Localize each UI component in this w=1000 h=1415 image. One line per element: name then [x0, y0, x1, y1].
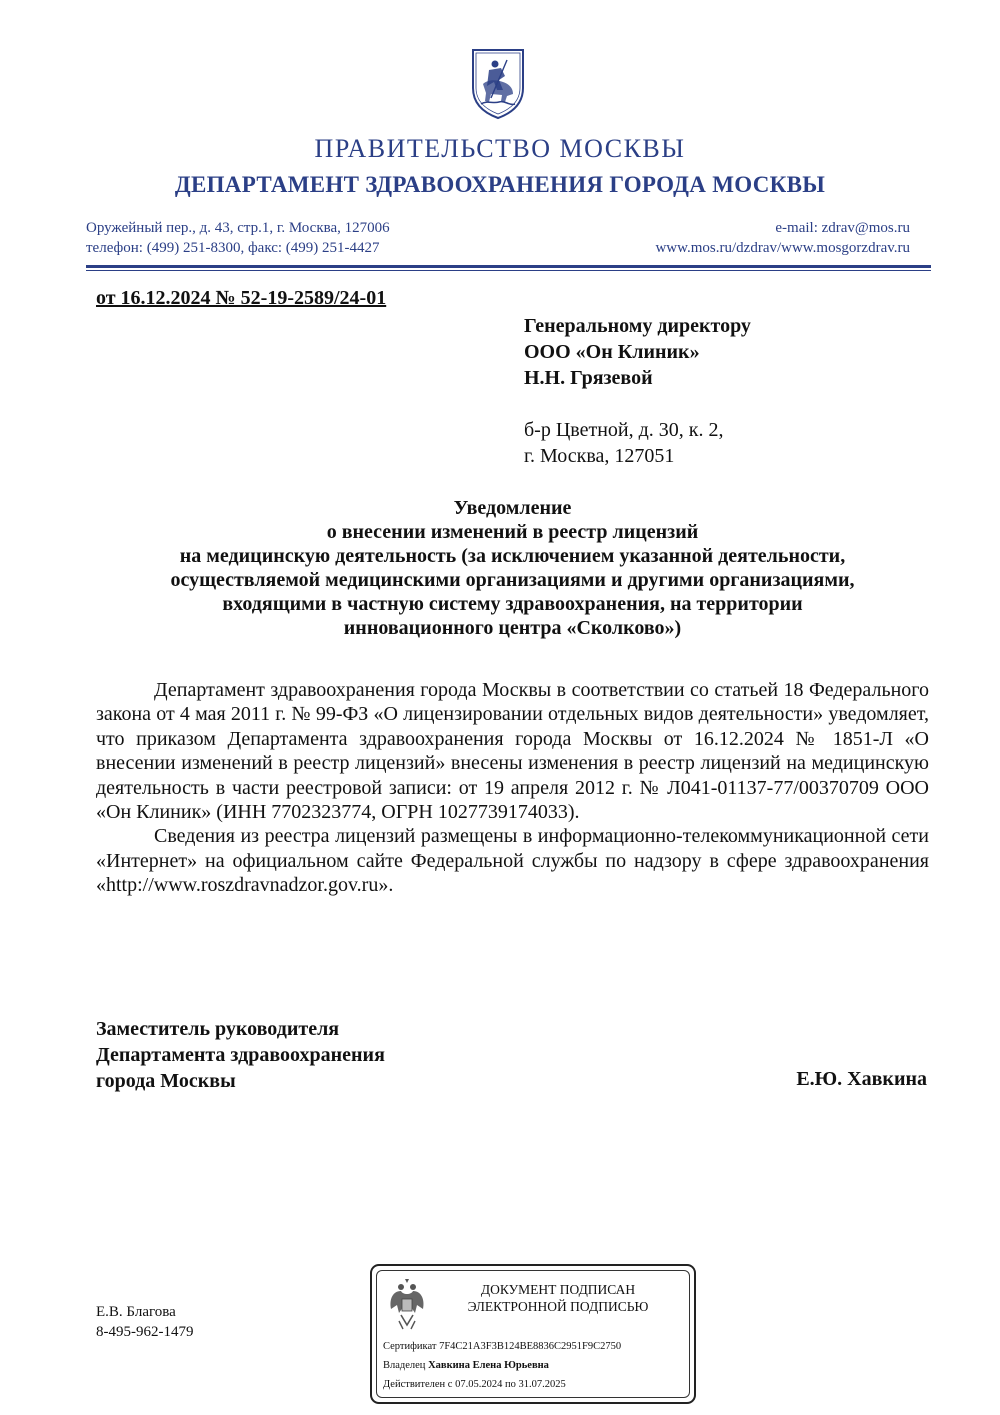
executor-phone: 8-495-962-1479 — [96, 1324, 194, 1340]
addressee-block — [524, 313, 751, 391]
signer-position-line: города Москвы — [96, 1070, 236, 1092]
notice-title: Уведомление — [453, 497, 572, 519]
department-title: ДЕПАРТАМЕНТ ЗДРАВООХРАНЕНИЯ ГОРОДА МОСКВЫ — [174, 172, 826, 197]
notice-heading — [96, 496, 929, 640]
signer-position-line: Заместитель руководителя — [96, 1018, 340, 1040]
double-headed-eagle-icon — [387, 1277, 427, 1333]
owner-value: Хавкина Елена Юрьевна — [428, 1360, 549, 1371]
signer-position — [96, 1016, 385, 1094]
header-divider-thin — [86, 270, 931, 271]
department-website: www.mos.ru/dzdrav/www.mosgorzdrav.ru — [655, 240, 910, 256]
executor-block — [96, 1302, 194, 1342]
stamp-title-line: ЭЛЕКТРОННОЙ ПОДПИСЬЮ — [467, 1299, 649, 1314]
addressee-street: б-р Цветной, д. 30, к. 2, — [524, 419, 724, 441]
executor-name: Е.В. Благова — [96, 1304, 176, 1320]
electronic-signature-stamp — [370, 1264, 696, 1404]
stamp-title — [433, 1281, 683, 1315]
department-address: Оружейный пер., д. 43, стр.1, г. Москва, 127006 — [86, 220, 390, 236]
department-email: e-mail: zdrav@mos.ru — [775, 220, 910, 236]
validity-line: Действителен с 07.05.2024 по 31.07.2025 — [383, 1379, 566, 1390]
notice-subtitle-line: входящими в частную систему здравоохранения, на территории — [222, 593, 803, 615]
stamp-inner-frame — [376, 1270, 690, 1398]
government-title: ПРАВИТЕЛЬСТВО МОСКВЫ — [314, 134, 686, 163]
notice-subtitle-line: о внесении изменений в реестр лицензий — [326, 521, 699, 543]
addressee-address — [524, 417, 724, 469]
addressee-name: Н.Н. Грязевой — [524, 367, 653, 389]
department-contacts — [86, 218, 390, 258]
document-reference: от 16.12.2024 № 52-19-2589/24-01 — [96, 287, 387, 309]
certificate-line — [383, 1341, 621, 1352]
addressee-company: ООО «Он Клиник» — [524, 341, 700, 363]
body-paragraph-1: Департамент здравоохранения города Москвы в соответствии со статьей 18 Федерального закона от 4 мая 2011 г. № 99-ФЗ «О лицензировании отдельных видов деятельности» уведомляет, что приказом Департамента здравоохранения города Москвы от 16.12.2024 № 1851-Л «О внесении изменений в реестр лицензий» внесены изменения в реестр лицензий на медицинскую деятельность в части реестровой записи: от 19 апреля 2012 г. № Л041-01137-77/00370709 ООО «Он Клиник» (ИНН 7702323774, ОГРН 1027739174033). — [96, 679, 929, 824]
notice-subtitle-line: инновационного центра «Сколково») — [343, 617, 682, 639]
letter-body — [96, 678, 929, 898]
notice-subtitle-line: осуществляемой медицинскими организациями и другими организациями, — [170, 569, 855, 591]
certificate-value: 7F4C21A3F3B124BE8836C2951F9C2750 — [439, 1341, 622, 1352]
addressee-city: г. Москва, 127051 — [524, 445, 675, 467]
owner-line — [383, 1360, 549, 1371]
department-web-contacts — [655, 218, 910, 258]
body-paragraph-2: Сведения из реестра лицензий размещены в информационно-телекоммуникационной сети «Интернет» на официальном сайте Федеральной службы по надзору в сфере здравоохранения «http://www.roszdravnadzor.gov.ru». — [96, 825, 929, 897]
signer-position-line: Департамента здравоохранения — [96, 1044, 385, 1066]
header-divider-thick — [86, 265, 931, 268]
stamp-title-line: ДОКУМЕНТ ПОДПИСАН — [480, 1282, 636, 1297]
addressee-position: Генеральному директору — [524, 315, 751, 337]
moscow-coat-of-arms-icon — [469, 46, 527, 120]
owner-label: Владелец — [383, 1360, 426, 1371]
department-phone: телефон: (499) 251-8300, факс: (499) 251-4427 — [86, 240, 380, 256]
certificate-label: Сертификат — [383, 1341, 437, 1352]
notice-subtitle-line: на медицинскую деятельность (за исключением указанной деятельности, — [179, 545, 846, 567]
signer-name: Е.Ю. Хавкина — [796, 1068, 927, 1090]
